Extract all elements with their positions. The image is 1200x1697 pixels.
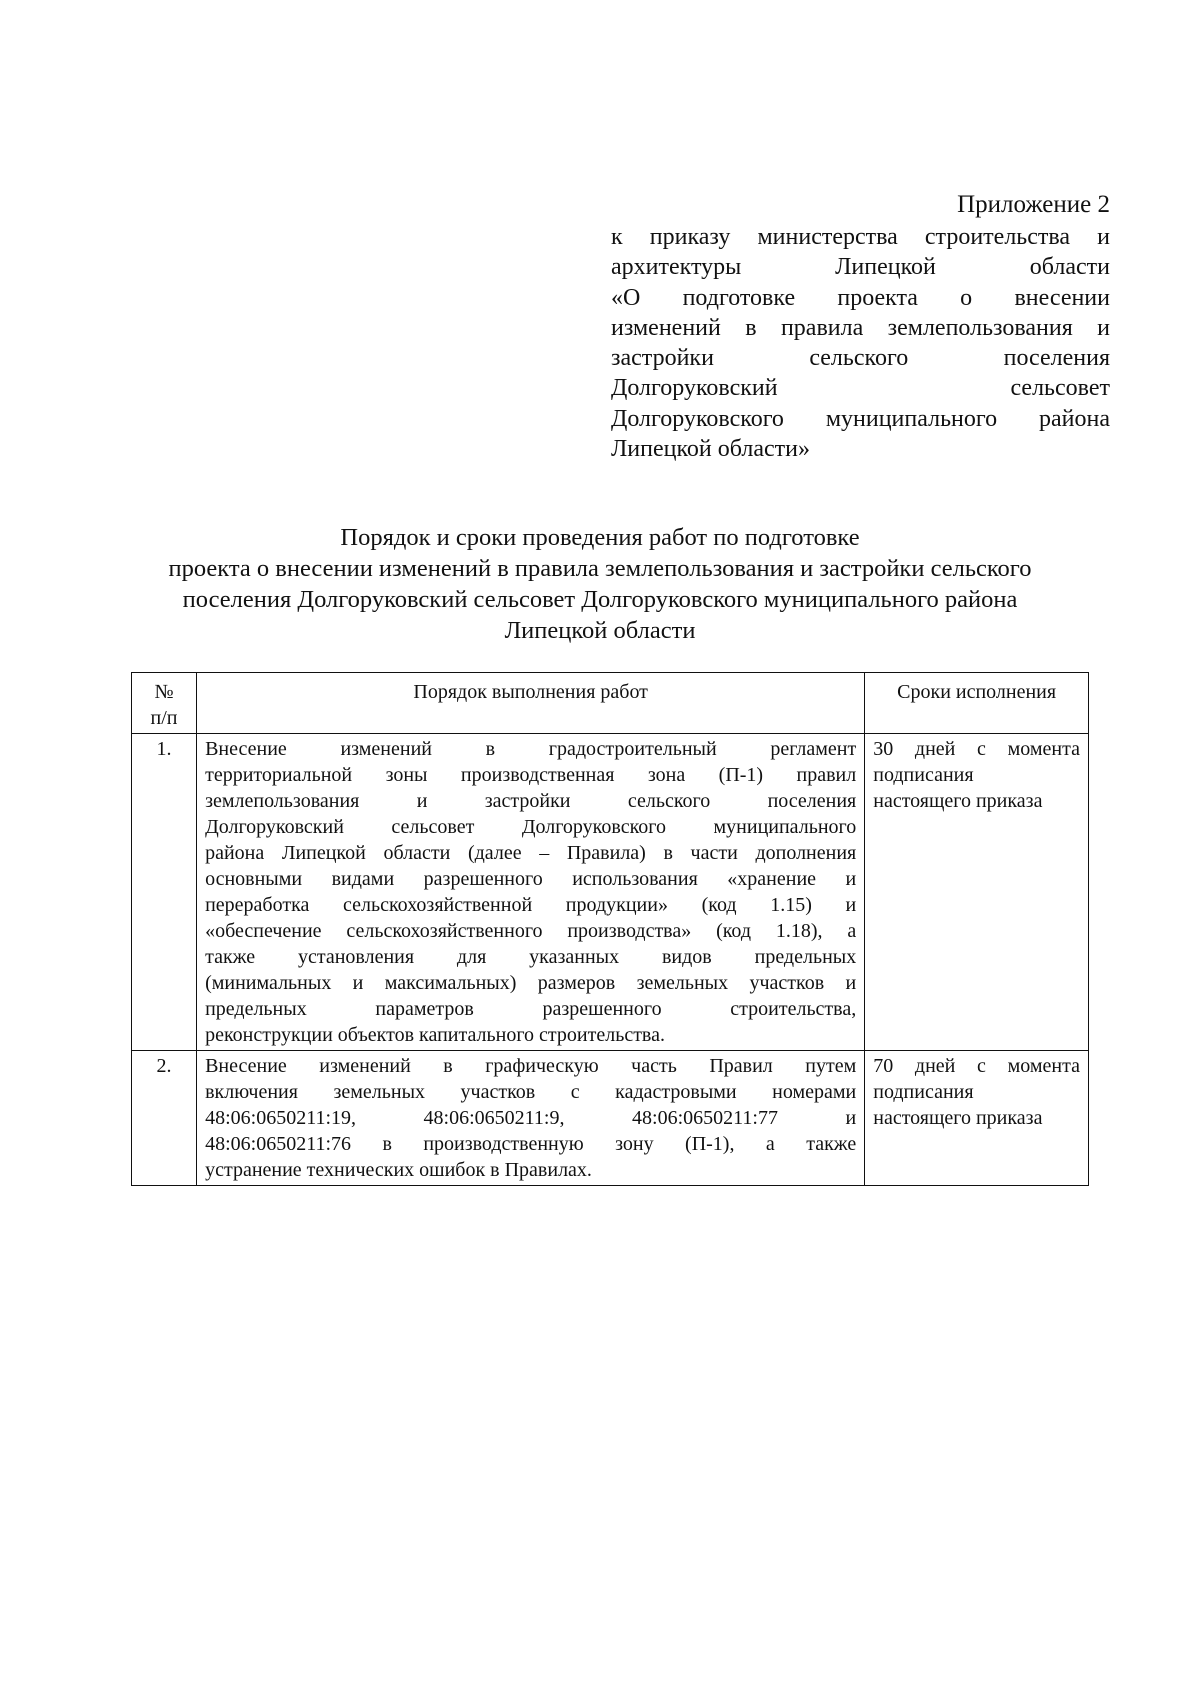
- appendix-line: Липецкой области»: [611, 436, 810, 463]
- work-line: Долгоруковский сельсовет Долгоруковского муниципального: [205, 816, 857, 838]
- work-schedule-table: [131, 672, 1089, 1186]
- deadline-line: 70 дней с момента: [873, 1055, 1080, 1077]
- work-line: Внесение изменений в графическую часть Правил путем: [205, 1055, 857, 1077]
- work-line: предельных параметров разрешенного строительства,: [205, 998, 857, 1020]
- header-work-order: Порядок выполнения работ: [197, 673, 865, 734]
- work-line: также установления для указанных видов предельных: [205, 946, 857, 968]
- row-number: 2.: [132, 1051, 197, 1186]
- header-number-symbol: №: [154, 681, 174, 703]
- appendix-line: «О подготовке проекта о внесении: [611, 284, 1110, 311]
- work-line: территориальной зоны производственная зона (П-1) правил: [205, 764, 857, 786]
- work-line: Внесение изменений в градостроительный регламент: [205, 738, 857, 760]
- document-heading: [120, 522, 1080, 646]
- deadline-line: 30 дней с момента: [873, 738, 1080, 760]
- work-line: землепользования и застройки сельского поселения: [205, 790, 857, 812]
- heading-line: Липецкой области: [504, 617, 696, 644]
- table-row: [132, 1051, 1089, 1186]
- work-line: основными видами разрешенного использования «хранение и: [205, 868, 857, 890]
- row-work-description: [197, 1051, 865, 1186]
- table-header-row: [132, 673, 1089, 734]
- appendix-line: архитектуры Липецкой области: [611, 254, 1110, 281]
- appendix-reference: [611, 222, 1110, 464]
- work-line: (минимальных и максимальных) размеров земельных участков и: [205, 972, 857, 994]
- header-deadline: Сроки исполнения: [865, 673, 1089, 734]
- deadline-line: подписания: [873, 1081, 974, 1103]
- work-line: района Липецкой области (далее – Правила) в части дополнения: [205, 842, 857, 864]
- heading-line: проекта о внесении изменений в правила землепользования и застройки сельского: [168, 555, 1032, 582]
- row-deadline: [865, 734, 1089, 1051]
- appendix-line: застройки сельского поселения: [611, 345, 1110, 372]
- deadline-line: настоящего приказа: [873, 790, 1043, 812]
- row-work-description: [197, 734, 865, 1051]
- work-line: «обеспечение сельскохозяйственного производства» (код 1.18), а: [205, 920, 857, 942]
- work-line: переработка сельскохозяйственной продукции» (код 1.15) и: [205, 894, 857, 916]
- work-line: 48:06:0650211:19, 48:06:0650211:9, 48:06:0650211:77 и: [205, 1107, 857, 1129]
- appendix-line: к приказу министерства строительства и: [611, 224, 1110, 250]
- appendix-line: Долгоруковский сельсовет: [611, 375, 1110, 402]
- appendix-line: изменений в правила землепользования и: [611, 314, 1110, 341]
- work-line: реконструкции объектов капитального строительства.: [205, 1024, 665, 1046]
- deadline-line: настоящего приказа: [873, 1107, 1043, 1129]
- heading-line: Порядок и сроки проведения работ по подготовке: [340, 524, 860, 551]
- header-number: [132, 673, 197, 734]
- work-line: устранение технических ошибок в Правилах.: [205, 1159, 592, 1181]
- row-number: 1.: [132, 734, 197, 1051]
- header-number-label: п/п: [150, 707, 178, 729]
- appendix-title: Приложение 2: [957, 191, 1110, 218]
- work-line: включения земельных участков с кадастровыми номерами: [205, 1081, 857, 1103]
- heading-line: поселения Долгоруковский сельсовет Долгоруковского муниципального района: [182, 586, 1018, 613]
- table-row: [132, 734, 1089, 1051]
- work-line: 48:06:0650211:76 в производственную зону (П-1), а также: [205, 1133, 857, 1155]
- appendix-line: Долгоруковского муниципального района: [611, 405, 1110, 432]
- deadline-line: подписания: [873, 764, 974, 786]
- row-deadline: [865, 1051, 1089, 1186]
